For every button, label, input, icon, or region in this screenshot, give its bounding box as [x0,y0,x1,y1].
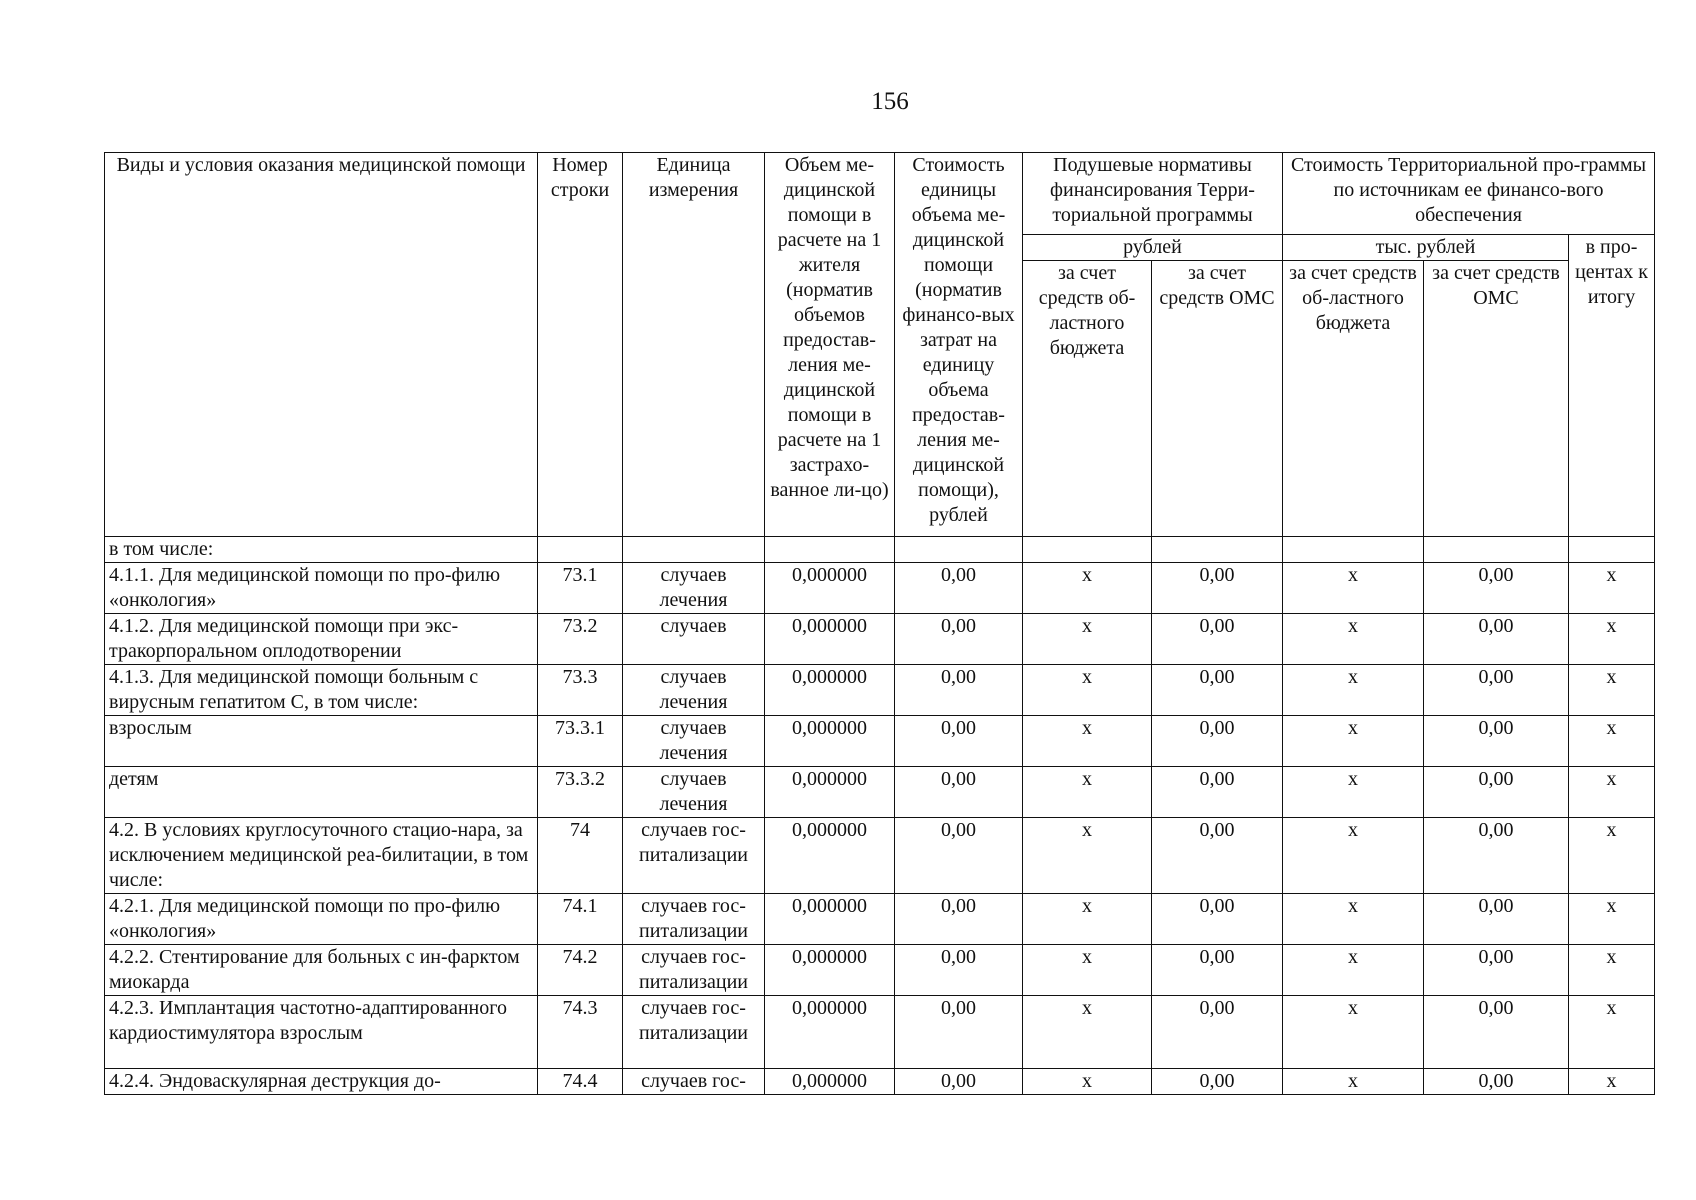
header-program-cost: Стоимость Территориальной про-граммы по источникам ее финансо-вого обеспечения [1283,153,1655,235]
row-number: 73.2 [538,614,623,665]
header-unit-cost: Стоимость единицы объема ме-дицинской помощи (норматив финансо-вых затрат на единицу объема предостав-ления ме-дицинской помощи), рублей [895,153,1023,537]
row-cost-oms: 0,00 [1424,996,1569,1069]
row-per-capita-budget: х [1023,563,1152,614]
row-unit: случаев гос-питализации [623,818,765,894]
row-cost-budget: х [1283,818,1424,894]
row-cost-budget: х [1283,767,1424,818]
table-row [105,767,1655,818]
header-row-number: Номер строки [538,153,623,537]
table-row [105,996,1655,1069]
row-unit: случаев гос- [623,1069,765,1095]
row-unit-cost: 0,00 [895,716,1023,767]
row-number: 74.2 [538,945,623,996]
row-volume: 0,000000 [765,716,895,767]
header-rubles: рублей [1023,235,1283,261]
row-volume: 0,000000 [765,665,895,716]
row-cost-budget: х [1283,996,1424,1069]
row-number: 73.3.2 [538,767,623,818]
header-volume: Объем ме-дицинской помощи в расчете на 1 жителя (норматив объемов предостав-ления ме-дицинской помощи в расчете на 1 застрахо-ванное ли-цо) [765,153,895,537]
header-per-capita: Подушевые нормативы финансирования Терри-ториальной программы [1023,153,1283,235]
row-cost-budget: х [1283,945,1424,996]
row-unit: случаев лечения [623,767,765,818]
row-percent: х [1569,945,1655,996]
page-number: 156 [871,88,909,115]
row-cost-oms: 0,00 [1424,1069,1569,1095]
row-per-capita-oms: 0,00 [1152,1069,1283,1095]
row-per-capita-budget: х [1023,665,1152,716]
row-percent: х [1569,767,1655,818]
row-name: 4.1.2. Для медицинской помощи при экс-тракорпоральном оплодотворении [105,614,538,665]
row-volume: 0,000000 [765,945,895,996]
row-cost-oms: 0,00 [1424,716,1569,767]
row-name: 4.2. В условиях круглосуточного стацио-нара, за исключением медицинской реа-билитации, в том числе: [105,818,538,894]
row-per-capita-oms: 0,00 [1152,818,1283,894]
row-per-capita-oms: 0,00 [1152,894,1283,945]
row-volume: 0,000000 [765,894,895,945]
row-per-capita-oms: 0,00 [1152,767,1283,818]
row-cost-oms: 0,00 [1424,563,1569,614]
row-per-capita-oms: 0,00 [1152,945,1283,996]
row-name: детям [105,767,538,818]
row-name: взрослым [105,716,538,767]
row-cost-oms: 0,00 [1424,945,1569,996]
row-per-capita-budget: х [1023,945,1152,996]
row-unit-cost: 0,00 [895,767,1023,818]
table-row [105,716,1655,767]
row-percent: х [1569,1069,1655,1095]
row-per-capita-oms: 0,00 [1152,716,1283,767]
row-volume: 0,000000 [765,614,895,665]
row-name: 4.2.4. Эндоваскулярная деструкция до- [105,1069,538,1095]
row-unit-cost: 0,00 [895,818,1023,894]
row-cost-oms: 0,00 [1424,818,1569,894]
row-number: 74.4 [538,1069,623,1095]
row-unit-cost: 0,00 [895,894,1023,945]
row-name: 4.2.2. Стентирование для больных с ин-фарктом миокарда [105,945,538,996]
row-volume: 0,000000 [765,818,895,894]
row-number: 74.1 [538,894,623,945]
row-percent: х [1569,716,1655,767]
row-percent: х [1569,563,1655,614]
table-row [105,665,1655,716]
header-percent: в про-центах к итогу [1569,235,1655,537]
section-label: в том числе: [105,537,538,563]
row-unit-cost: 0,00 [895,665,1023,716]
row-number: 73.1 [538,563,623,614]
table-row [105,1069,1655,1095]
row-volume: 0,000000 [765,767,895,818]
header-oms: за счет средств ОМС [1152,261,1283,537]
header-budget-cost: за счет средств об-ластного бюджета [1283,261,1424,537]
row-number: 73.3.1 [538,716,623,767]
row-unit: случаев [623,614,765,665]
header-care-types: Виды и условия оказания медицинской помощи [105,153,538,537]
row-number: 74.3 [538,996,623,1069]
row-unit: случаев лечения [623,563,765,614]
row-cost-oms: 0,00 [1424,665,1569,716]
row-per-capita-budget: х [1023,818,1152,894]
row-unit: случаев лечения [623,716,765,767]
table-row [105,894,1655,945]
row-per-capita-budget: х [1023,894,1152,945]
row-per-capita-budget: х [1023,996,1152,1069]
row-unit-cost: 0,00 [895,996,1023,1069]
row-cost-budget: х [1283,716,1424,767]
row-per-capita-oms: 0,00 [1152,665,1283,716]
row-cost-budget: х [1283,894,1424,945]
row-unit-cost: 0,00 [895,1069,1023,1095]
row-unit: случаев гос-питализации [623,894,765,945]
header-unit: Единица измерения [623,153,765,537]
row-per-capita-budget: х [1023,767,1152,818]
row-percent: х [1569,996,1655,1069]
header-oms-cost: за счет средств ОМС [1424,261,1569,537]
row-unit-cost: 0,00 [895,945,1023,996]
row-cost-budget: х [1283,614,1424,665]
row-cost-oms: 0,00 [1424,767,1569,818]
table-row [105,818,1655,894]
row-percent: х [1569,614,1655,665]
header-thousand-rubles: тыс. рублей [1283,235,1569,261]
row-volume: 0,000000 [765,563,895,614]
table-row [105,563,1655,614]
row-unit: случаев гос-питализации [623,945,765,996]
row-cost-oms: 0,00 [1424,894,1569,945]
row-percent: х [1569,818,1655,894]
row-per-capita-budget: х [1023,716,1152,767]
row-per-capita-oms: 0,00 [1152,563,1283,614]
row-name: 4.2.1. Для медицинской помощи по про-филю «онкология» [105,894,538,945]
header-budget: за счет средств об-ластного бюджета [1023,261,1152,537]
row-cost-budget: х [1283,1069,1424,1095]
table-row [105,945,1655,996]
row-unit: случаев лечения [623,665,765,716]
row-unit-cost: 0,00 [895,614,1023,665]
row-percent: х [1569,665,1655,716]
row-per-capita-budget: х [1023,1069,1152,1095]
row-volume: 0,000000 [765,1069,895,1095]
row-cost-budget: х [1283,665,1424,716]
row-unit-cost: 0,00 [895,563,1023,614]
row-name: 4.2.3. Имплантация частотно-адаптированного кардиостимулятора взрослым [105,996,538,1069]
row-number: 73.3 [538,665,623,716]
table-row [105,614,1655,665]
financing-table [104,152,1655,1095]
row-name: 4.1.1. Для медицинской помощи по про-филю «онкология» [105,563,538,614]
row-unit: случаев гос-питализации [623,996,765,1069]
row-number: 74 [538,818,623,894]
row-per-capita-oms: 0,00 [1152,614,1283,665]
row-cost-oms: 0,00 [1424,614,1569,665]
row-name: 4.1.3. Для медицинской помощи больным с вирусным гепатитом С, в том числе: [105,665,538,716]
row-cost-budget: х [1283,563,1424,614]
row-per-capita-budget: х [1023,614,1152,665]
row-per-capita-oms: 0,00 [1152,996,1283,1069]
row-volume: 0,000000 [765,996,895,1069]
row-percent: х [1569,894,1655,945]
